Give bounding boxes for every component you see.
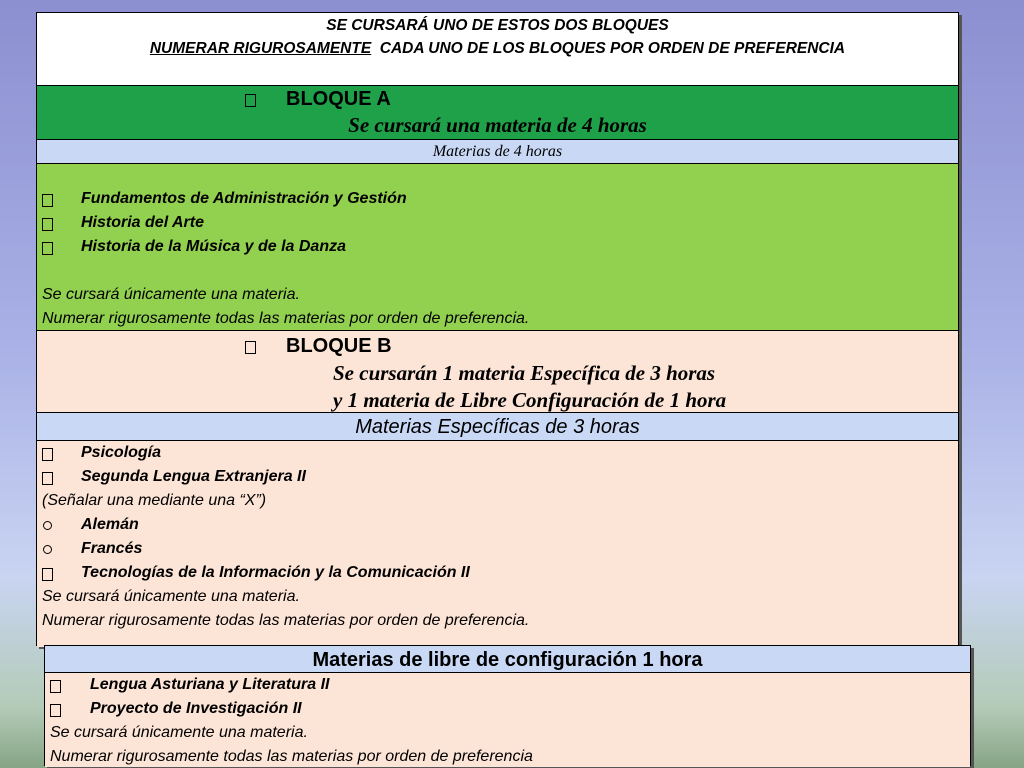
- bloque-b-title: BLOQUE B: [286, 335, 392, 357]
- circle-bullet-icon: [43, 521, 52, 530]
- checkbox-icon: [245, 341, 256, 354]
- libre-note-1: Se cursará únicamente una materia.: [50, 724, 308, 741]
- list-item: Tecnologías de la Información y la Comunicación II: [81, 564, 470, 581]
- bloque-a-note-2: Numerar rigurosamente todas las materias por orden de preferencia.: [42, 310, 530, 327]
- bloque-b-subtitle-2: y 1 materia de Libre Configuración de 1 hora: [333, 388, 727, 412]
- checkbox-icon: [42, 194, 53, 207]
- bloque-a-note-1: Se cursará únicamente una materia.: [42, 286, 300, 303]
- libre-note-2: Numerar rigurosamente todas las materias por orden de preferencia: [50, 748, 533, 765]
- circle-bullet-icon: [43, 545, 52, 554]
- bloque-b-note-1: Se cursará únicamente una materia.: [42, 588, 300, 605]
- materias-especificas-band: [37, 413, 958, 441]
- header-line1: SE CURSARÁ UNO DE ESTOS DOS BLOQUES: [326, 17, 669, 34]
- bloque-b-subtitle-1: Se cursarán 1 materia Específica de 3 horas: [333, 361, 716, 385]
- list-item: Fundamentos de Administración y Gestión: [81, 190, 407, 207]
- header-line2-underlined: NUMERAR RIGUROSAMENTE: [149, 40, 372, 57]
- list-item: Historia del Arte: [81, 214, 204, 231]
- checkbox-icon: [42, 568, 53, 581]
- main-panel: [36, 12, 959, 646]
- header-section: [37, 13, 958, 86]
- selection-hint: (Señalar una mediante una “X”): [42, 492, 267, 509]
- bloque-b-list-section: [37, 441, 958, 647]
- bloque-a-section: [37, 86, 958, 140]
- sub-list-item: Francés: [81, 540, 143, 557]
- checkbox-icon: [42, 218, 53, 231]
- bloque-a-list-section: [37, 164, 958, 331]
- list-item: Historia de la Música y de la Danza: [81, 238, 346, 255]
- checkbox-icon: [245, 94, 256, 107]
- libre-list-section: [45, 673, 970, 767]
- header-line2: [37, 40, 958, 58]
- checkbox-icon: [50, 680, 61, 693]
- checkbox-icon: [42, 472, 53, 485]
- materias-especificas-label: Materias Específicas de 3 horas: [355, 416, 640, 438]
- libre-band: [45, 646, 970, 673]
- bloque-b-note-2: Numerar rigurosamente todas las materias por orden de preferencia.: [42, 612, 530, 629]
- materias-4h-label: Materias de 4 horas: [432, 143, 563, 160]
- sub-list-item: Alemán: [81, 516, 139, 533]
- checkbox-icon: [42, 242, 53, 255]
- list-item: Segunda Lengua Extranjera II: [81, 468, 306, 485]
- header-line2-rest: CADA UNO DE LOS BLOQUES POR ORDEN DE PREFERENCIA: [371, 40, 846, 57]
- materias-4h-band: [37, 140, 958, 164]
- libre-band-label: Materias de libre de configuración 1 hora: [312, 649, 703, 671]
- list-item: Psicología: [81, 444, 162, 461]
- list-item: Lengua Asturiana y Literatura II: [90, 676, 330, 693]
- bloque-a-subtitle: Se cursará una materia de 4 horas: [348, 113, 647, 137]
- list-item: Proyecto de Investigación II: [90, 700, 302, 717]
- checkbox-icon: [42, 448, 53, 461]
- checkbox-icon: [50, 704, 61, 717]
- libre-configuracion-panel: [44, 645, 971, 766]
- bloque-a-title: BLOQUE A: [286, 88, 391, 110]
- bloque-b-section: [37, 331, 958, 413]
